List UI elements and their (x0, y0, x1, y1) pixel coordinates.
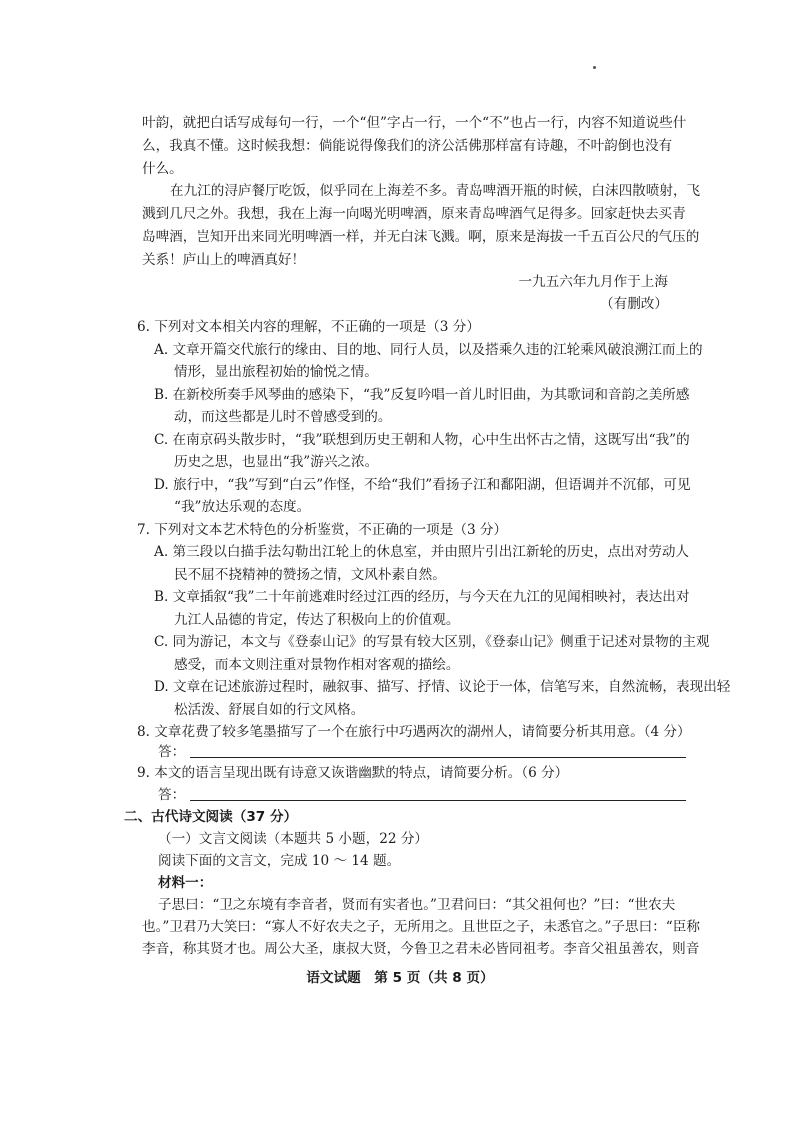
question-9-answer[interactable] (158, 784, 185, 806)
question-6-option-b: B. 在新校所奏手风琴曲的感染下，“我”反复吟唱一首儿时旧曲，为其歌词和音韵之美所感 (154, 387, 690, 403)
question-7-option-c: C. 同为游记，本文与《登泰山记》的写景有较大区别，《登泰山记》侧重于记述对景物的主观 (154, 634, 710, 650)
material-line: 子思曰：“卫之东境有李音者，贤而有实者也。”卫君问曰：“其父祖何也？”曰：“世农夫 (158, 897, 676, 913)
answer-label: 答： (158, 744, 186, 760)
passage-line: 岛啤酒，岂知开出来同光明啤酒一样，并无白沫飞溅。啊，原来是海拔一千五百公尺的气压的 (142, 229, 700, 245)
question-7-option-c: 感受，而本文则注重对景物作相对客观的描绘。 (174, 657, 460, 673)
passage-line: 什么。 (142, 161, 183, 177)
passage-line: 叶韵，就把白话写成每句一行，一个“但”字占一行，一个“不”也占一行，内容不知道说些什 (142, 115, 687, 131)
passage-date: 一九五六年九月作于上海 (518, 274, 668, 290)
question-6-option-c: 历史之思，也显出“我”游兴之浓。 (174, 454, 379, 470)
question-7-option-d: D. 文章在记述旅游过程时，融叙事、描写、抒情、议论于一体，信笔写来，自然流畅，表现出轻 (154, 679, 731, 695)
question-7-stem: 7. 下列对文本艺术特色的分析鉴赏，不正确的一项是（3 分） (137, 522, 508, 538)
section-subtitle: （一）文言文阅读（本题共 5 小题，22 分） (158, 831, 429, 847)
question-7-option-a: A. 第三段以白描手法勾勒出江轮上的休息室，并由照片引出江新轮的历史，点出对劳动人 (154, 544, 690, 560)
scan-speck (593, 66, 596, 69)
question-8-answer[interactable] (158, 741, 185, 763)
answer-line (190, 757, 686, 758)
material-line: 也。”卫君乃大笑曰：“寡人不好农夫之子，无所用之。且世臣之子，未悉官之。”子思曰：“臣称 (142, 919, 700, 935)
answer-line (190, 800, 686, 801)
material-label: 材料一： (158, 875, 213, 891)
passage-line: 关系！庐山上的啤酒真好！ (142, 252, 306, 268)
question-6-option-a: 情形，显出旅程初始的愉悦之情。 (174, 364, 378, 380)
question-7-option-b: 九江人品德的肯定，传达了积极向上的价值观。 (174, 612, 460, 628)
question-6-option-c: C. 在南京码头散步时，“我”联想到历史王朝和人物，心中生出怀古之情，这既写出“我”的 (154, 432, 690, 448)
material-line: 李音，称其贤才也。周公大圣，康叔大贤，今鲁卫之君未必皆同祖考。李音父祖虽善农，则音 (142, 941, 700, 957)
answer-label: 答： (158, 787, 186, 803)
page-footer: 语文试题 第 5 页（共 8 页） (306, 970, 494, 986)
question-7-option-d: 松活泼、舒展自如的行文风格。 (174, 702, 365, 718)
question-6-option-a: A. 文章开篇交代旅行的缘由、目的地、同行人员，以及搭乘久违的江轮乘风破浪溯江而上的 (154, 342, 703, 358)
question-6-option-d: “我”放达乐观的态度。 (174, 499, 311, 515)
section-instruction: 阅读下面的文言文，完成 10 ～ 14 题。 (158, 853, 401, 869)
question-9-stem: 9. 本文的语言呈现出既有诗意又诙谐幽默的特点，请简要分析。（6 分） (137, 765, 569, 781)
passage-line: 溅到几尺之外。我想，我在上海一向喝光明啤酒，原来青岛啤酒气足得多。回家赶快去买青 (142, 206, 686, 222)
question-7-option-a: 民不屈不挠精神的赞扬之情，文风朴素自然。 (174, 567, 446, 583)
question-6-option-b: 动，而这些都是儿时不曾感受到的。 (174, 409, 392, 425)
passage-line: 么，我真不懂。这时候我想：倘能说得像我们的济公活佛那样富有诗趣，不叶韵倒也没有 (142, 138, 673, 154)
section-title: 二、古代诗文阅读（37 分） (124, 809, 298, 825)
question-7-option-b: B. 文章插叙“我”二十年前逃难时经过江西的经历，与今天在九江的见闻相映衬，表达出对 (154, 589, 690, 605)
question-8-stem: 8. 文章花费了较多笔墨描写了一个在旅行中巧遇两次的湖州人，请简要分析其用意。（4 分） (137, 724, 691, 740)
question-6-stem: 6. 下列对文本相关内容的理解，不正确的一项是（3 分） (137, 319, 480, 335)
passage-note: （有删改） (600, 296, 668, 312)
question-6-option-d: D. 旅行中，“我”写到“白云”作怪，不给“我们”看扬子江和鄱阳湖，但语调并不沉郁，可见 (154, 477, 691, 493)
passage-line: 在九江的浔庐餐厅吃饭，似乎同在上海差不多。青岛啤酒开瓶的时候，白沫四散喷射，飞 (170, 183, 701, 199)
